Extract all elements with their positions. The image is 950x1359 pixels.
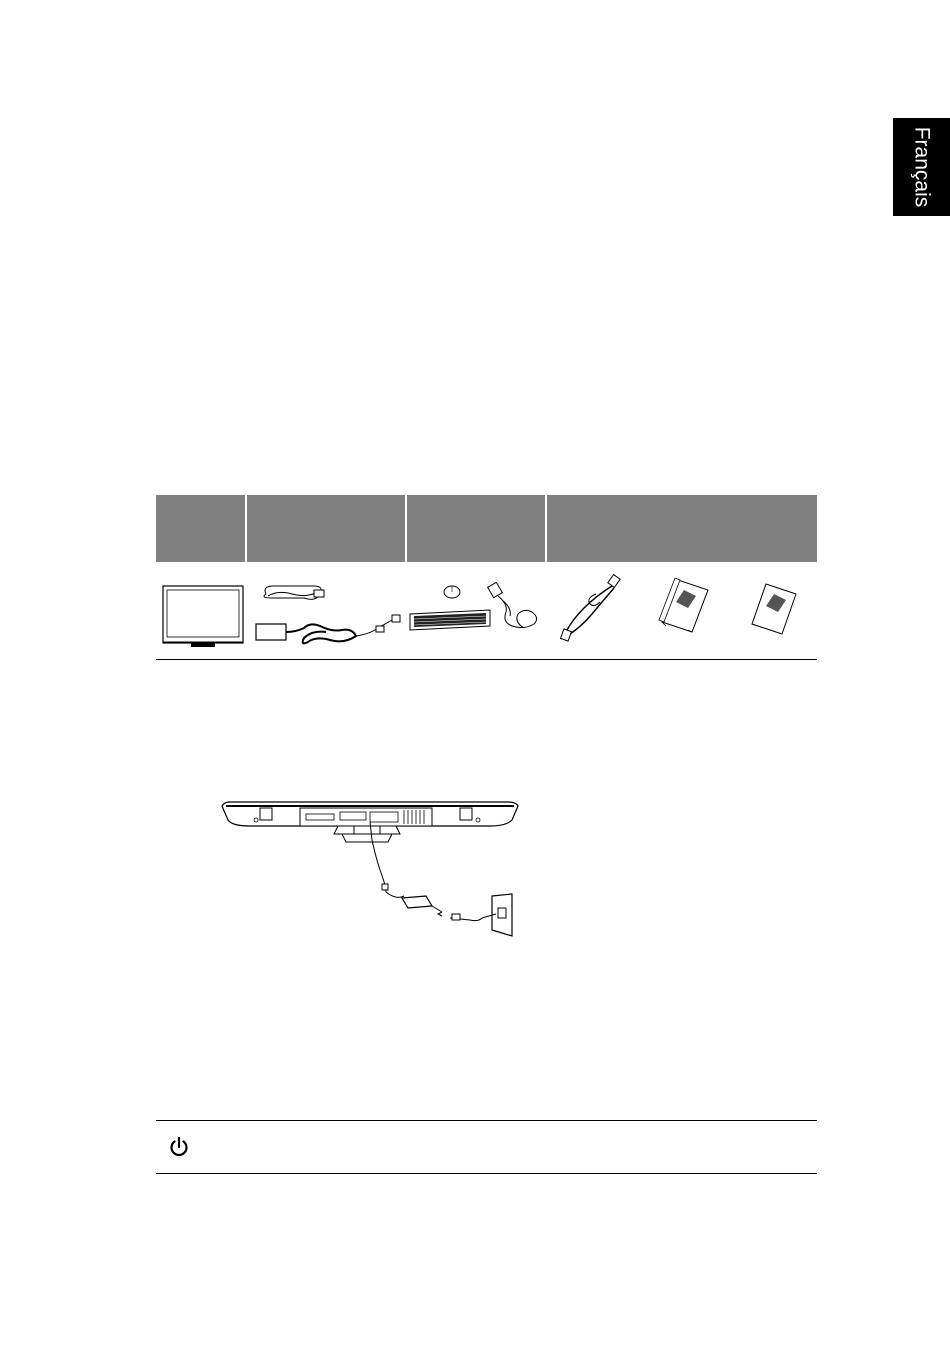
usb-receiver-cable-icon [484,582,544,634]
mouse-icon [442,584,462,600]
language-tab-label: Français [910,126,934,208]
language-tab [893,118,950,216]
header-column-divider [545,495,547,562]
package-contents-row [156,562,817,659]
manual-booklets-icon [656,576,712,634]
power-button-row [156,1121,817,1173]
keyboard-icon [408,606,492,632]
power-icon [168,1135,190,1159]
header-column-divider [405,495,407,562]
package-table-header [156,495,817,562]
cable-icon [556,572,626,642]
package-table-bottom-rule [156,659,817,660]
header-column-divider [245,495,247,562]
all-in-one-monitor-icon [161,584,245,650]
power-adapter-and-cord-icon [252,582,407,652]
power-row-bottom-rule [156,1173,817,1174]
manual-sheet-icon [748,582,800,636]
power-connection-diagram-icon [220,800,525,940]
